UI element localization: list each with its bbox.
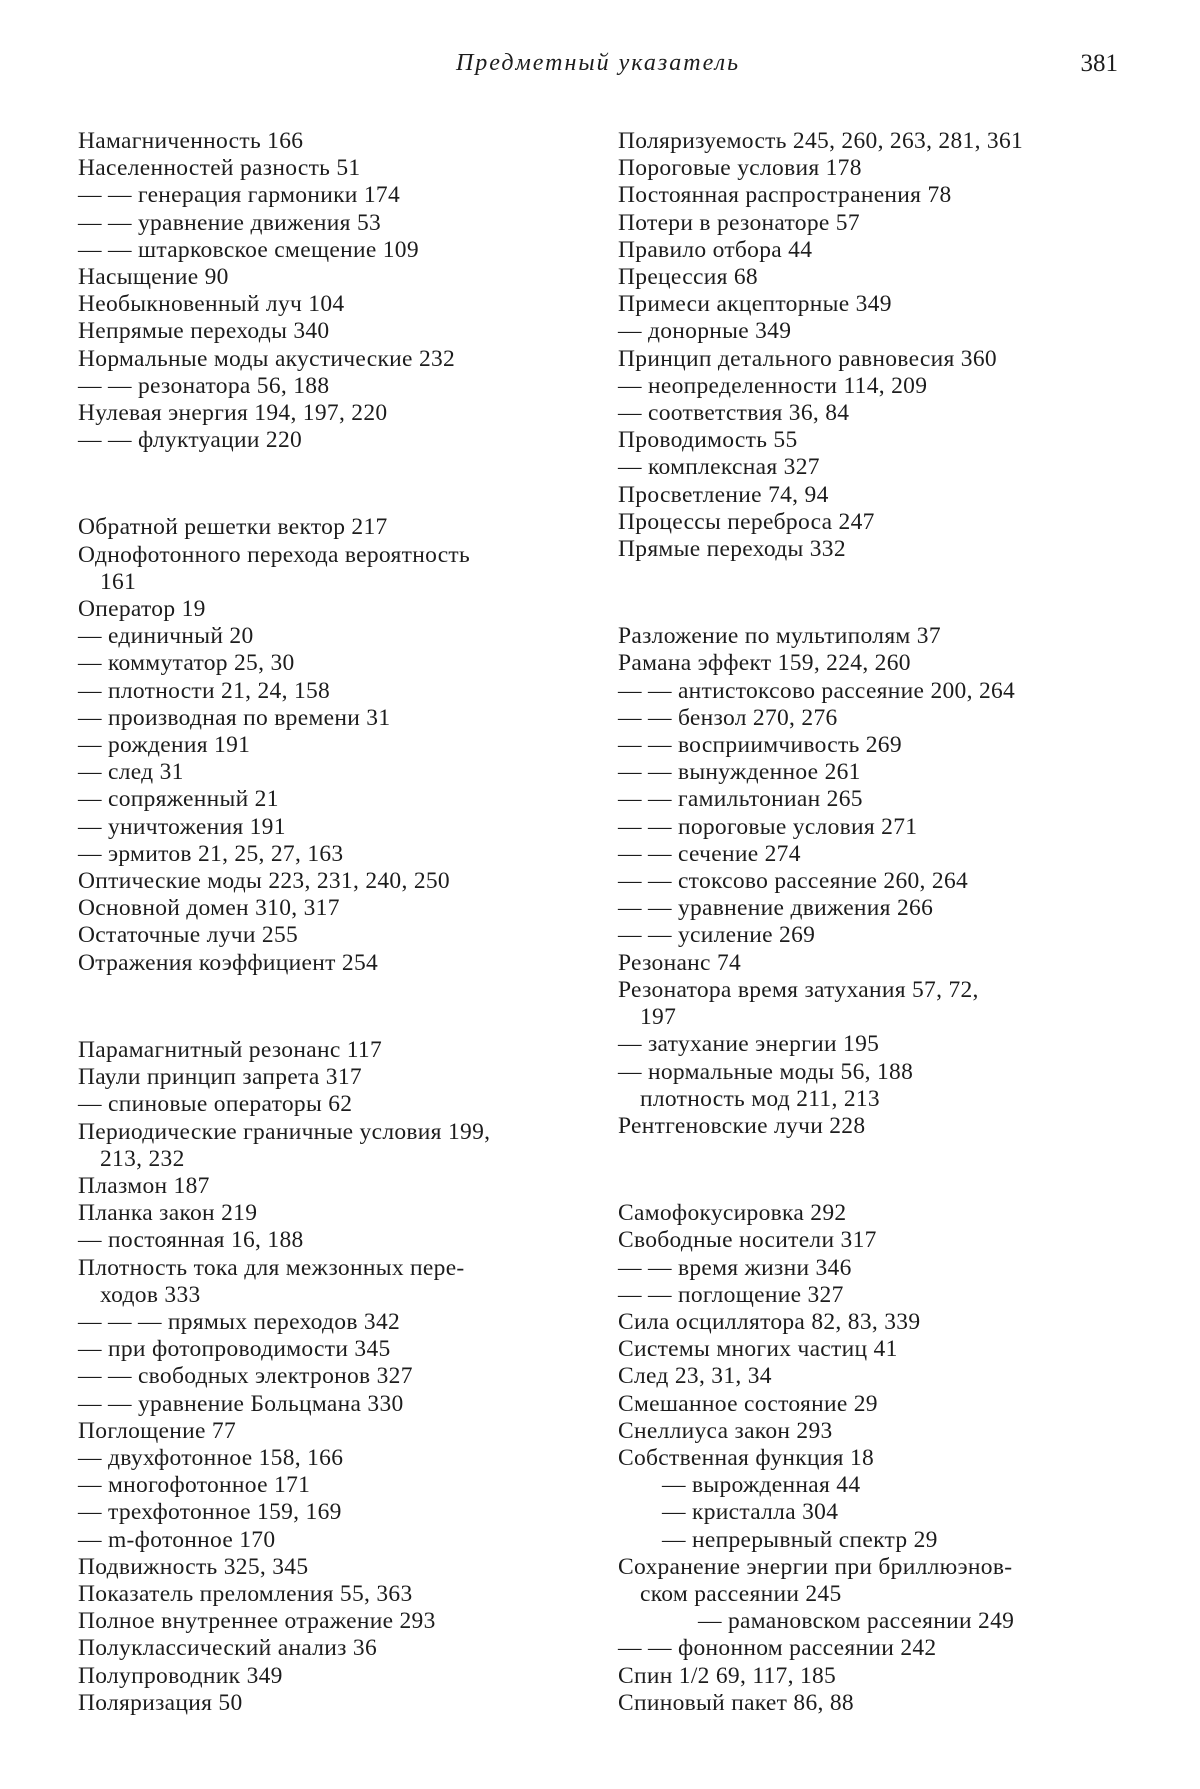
index-entry: Примеси акцепторные 349 [618,291,892,318]
index-entry: — — штарковское смещение 109 [78,236,419,263]
index-entry: — коммутатор 25, 30 [78,650,295,677]
index-entry: Нулевая энергия 194, 197, 220 [78,400,388,427]
index-entry: — плотности 21, 24, 158 [78,677,331,704]
index-entry: — — уравнение движения 266 [618,895,934,922]
index-entry: Остаточные лучи 255 [78,922,299,949]
index-entry: Правило отбора 44 [618,236,813,263]
index-entry: — рождения 191 [78,732,251,759]
index-letter-group [618,1200,1128,1717]
index-entry: Процессы переброса 247 [618,508,875,535]
index-entry: Прецессия 68 [618,264,758,291]
index-entry: — затухание энергии 195 [618,1031,880,1058]
index-entry: — соответствия 36, 84 [618,400,850,427]
index-letter-group [78,128,578,454]
index-entry: Прямые переходы 332 [618,536,846,563]
index-entry: Принцип детального равновесия 360 [618,345,997,372]
index-entry: — — вынужденное 261 [618,759,861,786]
index-entry: Отражения коэффициент 254 [78,949,379,976]
index-entry: Паули принцип запрета 317 [78,1064,362,1091]
index-entry: — — бензол 270, 276 [618,704,838,731]
index-entry: — — уравнение движения 53 [78,209,382,236]
index-entry: — — — прямых переходов 342 [78,1308,401,1335]
index-entry: Просветление 74, 94 [618,481,829,508]
index-entry: — кристалла 304 [662,1499,839,1526]
index-entry: Однофотонного перехода вероятность [78,541,471,568]
index-entry: Пороговые условия 178 [618,155,862,182]
index-entry: — рамановском рассеянии 249 [698,1608,1015,1635]
index-entry: — — восприимчивость 269 [618,732,902,759]
index-entry: Сила осциллятора 82, 83, 339 [618,1308,921,1335]
index-entry: Постоянная распространения 78 [618,182,952,209]
index-letter-group [78,514,578,976]
index-entry: Обратной решетки вектор 217 [78,514,388,541]
index-entry: — двухфотонное 158, 166 [78,1444,344,1471]
index-entry: — уничтожения 191 [78,813,286,840]
index-entry: Оператор 19 [78,596,206,623]
index-letter-group [78,1037,578,1717]
index-entry: Рентгеновские лучи 228 [618,1112,866,1139]
running-title: Предметный указатель [455,50,741,76]
index-entry: Необыкновенный луч 104 [78,291,345,318]
index-entry: Самофокусировка 292 [618,1200,847,1227]
index-entry: — единичный 20 [78,623,254,650]
index-entry: — сопряженный 21 [78,786,279,813]
index-entry: 161 [100,568,137,595]
index-entry: Спиновый пакет 86, 88 [618,1689,854,1716]
index-entry: — — стоксово рассеяние 260, 264 [618,868,969,895]
index-column-right [618,128,1128,1777]
index-entry: Основной домен 310, 317 [78,895,340,922]
index-column-left [78,128,578,1777]
index-entry: — неопределенности 114, 209 [618,372,928,399]
index-entry: Резонатора время затухания 57, 72, [618,976,979,1003]
index-entry: Поляризация 50 [78,1689,243,1716]
index-entry: — — гамильтониан 265 [618,786,863,813]
index-entry: — — резонатора 56, 188 [78,372,330,399]
index-entry: След 23, 31, 34 [618,1363,772,1390]
index-entry: Планка закон 219 [78,1200,258,1227]
index-entry: — — сечение 274 [618,840,801,867]
index-entry: — при фотопроводимости 345 [78,1336,391,1363]
index-entry: Снеллиуса закон 293 [618,1417,833,1444]
index-entry: Системы многих частиц 41 [618,1336,898,1363]
index-entry: Поляризуемость 245, 260, 263, 281, 361 [618,128,1024,154]
page-header [78,50,1118,90]
index-entry: Периодические граничные условия 199, [78,1118,491,1145]
index-entry: 213, 232 [100,1145,185,1172]
index-entry: Показатель преломления 55, 363 [78,1580,413,1607]
index-entry: Полупроводник 349 [78,1662,283,1689]
index-entry: Потери в резонаторе 57 [618,209,860,236]
index-entry: — — пороговые условия 271 [618,813,918,840]
index-letter-group [618,128,1128,563]
index-entry: — трехфотонное 159, 169 [78,1499,342,1526]
index-entry: Оптические моды 223, 231, 240, 250 [78,868,450,895]
index-entry: — — фононном рассеянии 242 [618,1635,937,1662]
index-entry: ском рассеянии 245 [640,1580,842,1607]
index-entry: Поглощение 77 [78,1417,237,1444]
index-entry: — — флуктуации 220 [78,427,303,454]
index-entry: Насыщение 90 [78,264,229,291]
index-entry: — вырожденная 44 [662,1472,861,1499]
index-entry: Намагниченность 166 [78,128,304,154]
index-entry: Плотность тока для межзонных пере- [78,1254,465,1281]
index-entry: Парамагнитный резонанс 117 [78,1036,383,1063]
index-entry: Рамана эффект 159, 224, 260 [618,650,911,677]
index-entry: Спин 1/2 69, 117, 185 [618,1662,837,1689]
index-entry: — — поглощение 327 [618,1281,844,1308]
index-entry: — — уравнение Больцмана 330 [78,1390,404,1417]
page-number: 381 [1080,50,1118,77]
index-entry: — — антистоксово рассеяние 200, 264 [618,677,1016,704]
index-entry: — — свободных электронов 327 [78,1363,413,1390]
index-entry: — производная по времени 31 [78,704,391,731]
index-entry: — постоянная 16, 188 [78,1227,304,1254]
index-letter-group [618,623,1128,1140]
index-entry: Смешанное состояние 29 [618,1390,878,1417]
index-entry: — m-фотонное 170 [78,1526,276,1553]
index-entry: — спиновые операторы 62 [78,1091,353,1118]
index-entry: — многофотонное 171 [78,1472,311,1499]
index-entry: Проводимость 55 [618,427,798,454]
index-entry: — донорные 349 [618,318,792,345]
index-entry: — — генерация гармоники 174 [78,182,400,209]
index-entry: Непрямые переходы 340 [78,318,330,345]
index-entry: плотность мод 211, 213 [640,1085,880,1112]
index-entry: Подвижность 325, 345 [78,1553,309,1580]
index-entry: Сохранение энергии при бриллюэнов- [618,1553,1013,1580]
index-entry: Резонанс 74 [618,949,742,976]
index-entry: Полное внутреннее отражение 293 [78,1608,436,1635]
index-entry: — нормальные моды 56, 188 [618,1058,914,1085]
index-entry: — эрмитов 21, 25, 27, 163 [78,840,344,867]
index-entry: ходов 333 [100,1281,201,1308]
index-entry: Разложение по мультиполям 37 [618,623,941,650]
index-entry: — комплексная 327 [618,454,820,481]
index-entry: Полуклассический анализ 36 [78,1635,378,1662]
index-entry: Собственная функция 18 [618,1444,875,1471]
index-entry: Плазмон 187 [78,1172,210,1199]
index-entry: 197 [640,1004,677,1031]
index-entry: — непрерывный спектр 29 [662,1526,938,1553]
index-entry: Нормальные моды акустические 232 [78,345,456,372]
index-entry: — — усиление 269 [618,922,816,949]
index-entry: — — время жизни 346 [618,1254,852,1281]
index-entry: Населенностей разность 51 [78,155,361,182]
index-entry: Свободные носители 317 [618,1227,877,1254]
index-entry: — след 31 [78,759,184,786]
